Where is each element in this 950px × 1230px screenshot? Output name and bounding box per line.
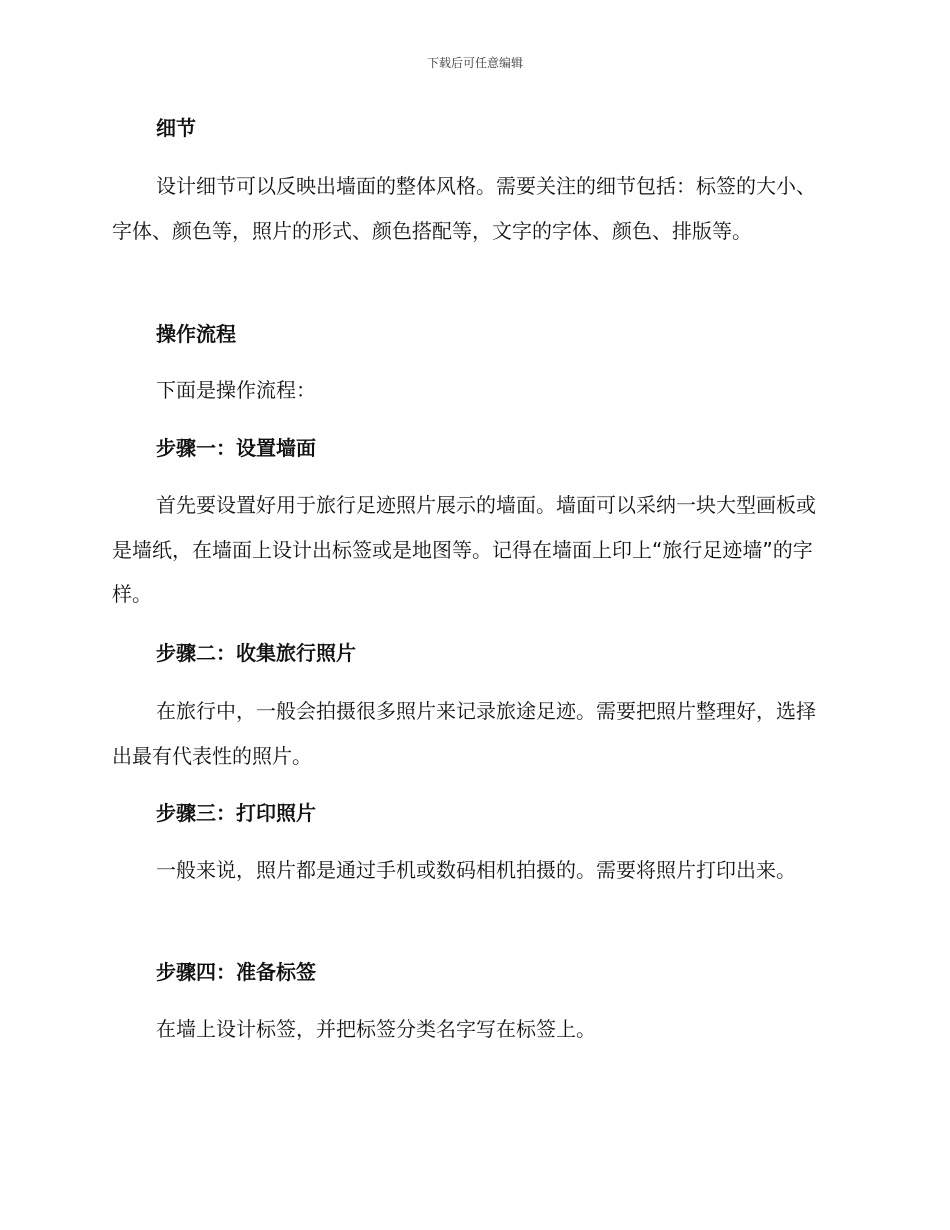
heading-step-2: 步骤二：收集旅行照片 [156, 641, 356, 665]
heading-step-4: 步骤四：准备标签 [156, 960, 316, 984]
paragraph-process-intro: 下面是操作流程： [156, 378, 316, 402]
heading-process: 操作流程 [156, 322, 236, 346]
paragraph-step-4: 在墙上设计标签，并把标签分类名字写在标签上。 [156, 1017, 596, 1041]
paragraph-step-3: 一般来说，照片都是通过手机或数码相机拍摄的。需要将照片打印出来。 [156, 858, 796, 882]
heading-step-3: 步骤三：打印照片 [156, 801, 316, 825]
paragraph-details: 设计细节可以反映出墙面的整体风格。需要关注的细节包括：标签的大小、字体、颜色等，照片的形式、颜色搭配等，文字的字体、颜色、排版等。 [112, 174, 816, 243]
paragraph-step-2: 在旅行中，一般会拍摄很多照片来记录旅途足迹。需要把照片整理好，选择出最有代表性的照片。 [112, 699, 816, 768]
heading-details: 细节 [156, 116, 196, 140]
page-header: 下载后可任意编辑 [426, 56, 523, 70]
heading-step-1: 步骤一：设置墙面 [156, 436, 316, 460]
paragraph-step-1: 首先要设置好用于旅行足迹照片展示的墙面。墙面可以采纳一块大型画板或是墙纸，在墙面上设计出标签或是地图等。记得在墙面上印上“旅行足迹墙”的字样。 [112, 493, 816, 606]
